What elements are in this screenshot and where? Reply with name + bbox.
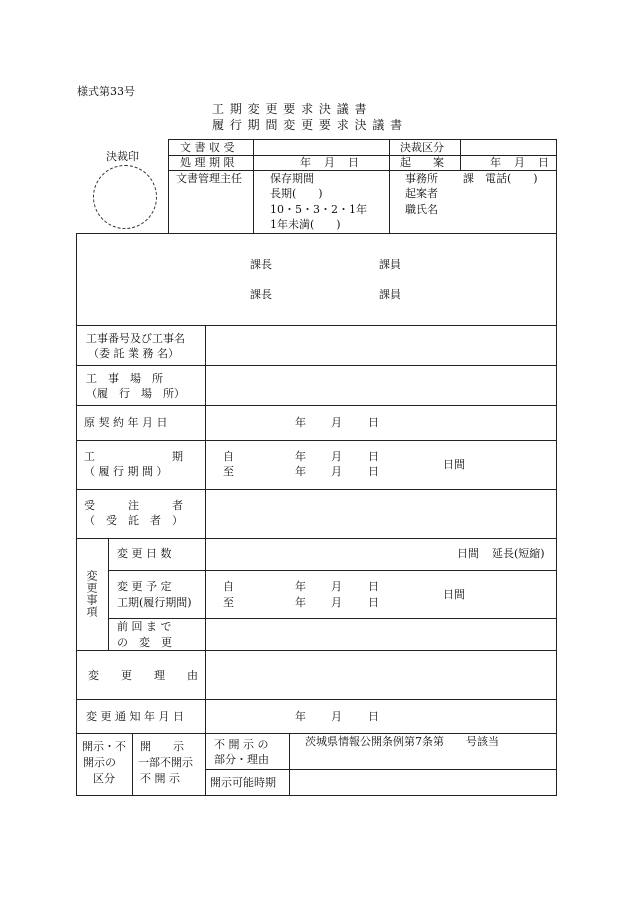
period-days: 日間 [443,458,465,471]
approval-staff-2: 課員 [379,288,401,301]
disclosure-category-3: 区分 [93,772,115,785]
deadline-month: 月 [324,156,335,169]
planned-to-day: 日 [368,596,379,609]
line [168,170,556,171]
retention-title: 保存期間 [270,172,314,185]
period-from-month: 月 [331,450,342,463]
approval-staff-1: 課員 [379,258,401,271]
previous-change-sub: の 変 更 [117,636,172,649]
line [76,795,557,796]
retention-under1: 1年未満( ) [270,218,341,231]
contractor-sub: （ 受 託 者 ） [84,514,183,527]
deadline-day: 日 [348,156,359,169]
drafting-label: 起 案 [400,156,444,169]
contract-date-label: 原 契 約 年 月 日 [84,416,168,429]
line [76,489,557,490]
line [108,538,109,650]
doc-manager-label: 文書管理主任 [176,172,242,185]
line [76,233,557,234]
work-no-name-sub: （委 託 業 務 名） [88,347,179,360]
planned-to-year: 年 [295,596,306,609]
retention-long: 長期( ) [270,187,323,200]
disclosure-category-2: 開示の [83,756,116,769]
approval-section-chief-1: 課長 [250,258,272,271]
line [205,769,289,770]
line [168,139,169,233]
line [76,233,77,795]
form-title-construction: 工 期 変 更 要 求 決 議 書 [212,102,368,116]
notice-year: 年 [295,710,306,723]
drafter-label: 起案者 [405,187,438,200]
line [205,325,206,733]
line [108,618,557,619]
decision-category-label: 決裁区分 [400,141,444,154]
notice-day: 日 [368,710,379,723]
reason-label: 変 更 理 由 [88,669,198,682]
location-sub: （履 行 場 所） [86,387,185,400]
line [460,139,461,170]
line [168,139,556,140]
period-from: 自 [223,450,234,463]
disclosure-category-1: 開示・不 [82,740,126,753]
form-number: 様式第33号 [77,85,135,98]
processing-deadline-label: 処 理 期 限 [180,156,235,169]
retention-years: 10・5・3・2・1年 [270,203,367,216]
notice-month: 月 [331,710,342,723]
line [205,733,206,795]
line [76,365,557,366]
period-to-day: 日 [368,465,379,478]
possible-period-label: 開示可能時期 [210,776,276,789]
position-name-label: 職氏名 [405,203,438,216]
seal-label: 決裁印 [106,150,139,163]
planned-sub: 工期(履行期間) [117,596,192,609]
contract-day: 日 [368,416,379,429]
option-disclose: 開 示 [140,740,184,753]
planned-label: 変 更 予 定 [117,580,172,593]
approval-section-chief-2: 課長 [250,288,272,301]
drafting-month: 月 [514,156,525,169]
line [76,440,557,441]
change-days-unit: 日間 [457,547,479,560]
extension-label: 延長(短縮) [492,547,545,560]
seal-circle [93,165,157,229]
period-from-year: 年 [295,450,306,463]
period-to: 至 [223,465,234,478]
contractor-label: 受 注 者 [84,499,183,512]
doc-receipt-label: 文 書 収 受 [180,141,235,154]
line [289,769,557,770]
location-label: 工 事 場 所 [86,372,163,385]
period-to-month: 月 [331,465,342,478]
planned-from-year: 年 [295,580,306,593]
planned-days: 日間 [443,588,465,601]
planned-to-month: 月 [331,596,342,609]
nondisclosure-part-label: 不 開 示 の [214,738,269,751]
line [76,325,557,326]
section-label: 課 [463,172,474,185]
line [76,650,557,651]
nondisclosure-part-sub: 部分・理由 [214,753,269,766]
line [389,139,390,233]
work-no-name-label: 工事番号及び工事名 [86,332,185,345]
drafting-day: 日 [538,156,549,169]
period-to-year: 年 [295,465,306,478]
period-sub: （ 履 行 期 間 ） [84,465,168,478]
phone-label: 電話( ) [485,172,538,185]
drafting-year: 年 [490,156,501,169]
planned-from-month: 月 [331,580,342,593]
change-group-label: 変更事項 [85,570,98,618]
line [76,538,557,539]
option-partial: 一部不開示 [138,756,193,769]
line [76,733,557,734]
period-label: 工 期 [84,450,183,463]
line [76,699,557,700]
planned-from-day: 日 [368,580,379,593]
change-days-label: 変 更 日 数 [117,547,172,560]
line [132,733,133,795]
office-label: 事務所 [405,172,438,185]
planned-from: 自 [223,580,234,593]
line [253,139,254,233]
deadline-year: 年 [300,156,311,169]
line [76,405,557,406]
ordinance-text: 茨城県情報公開条例第7条第 号該当 [305,735,499,748]
planned-to: 至 [223,596,234,609]
contract-month: 月 [331,416,342,429]
line [108,570,557,571]
option-nondisclose: 不 開 示 [140,772,180,785]
period-from-day: 日 [368,450,379,463]
previous-change-label: 前 回 ま で [117,620,172,633]
line [556,139,557,795]
form-title-performance: 履 行 期 間 変 更 要 求 決 議 書 [212,118,404,132]
contract-year: 年 [295,416,306,429]
notice-date-label: 変 更 通 知 年 月 日 [86,710,184,723]
line [289,733,290,795]
